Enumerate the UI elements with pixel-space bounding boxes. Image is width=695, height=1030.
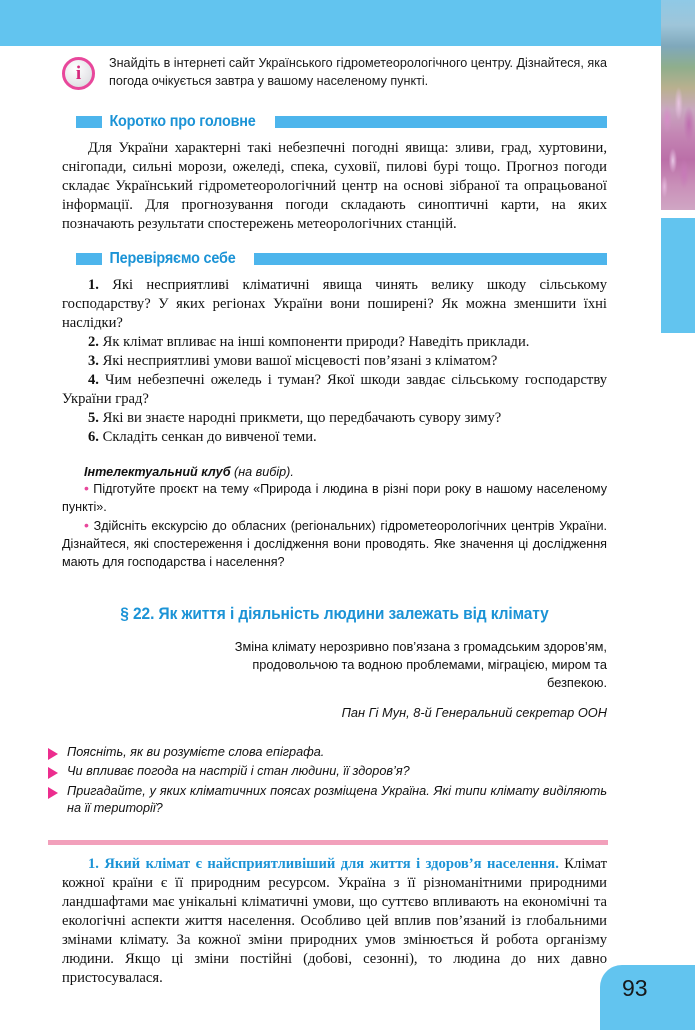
prompt-list (48, 744, 607, 818)
pink-divider (48, 840, 608, 845)
prompt-text: Чи впливає погода на настрій і стан людини, її здоров’я? (67, 764, 410, 779)
info-callout-text: Знайдіть в інтернеті сайт Українського гідрометеорологічного центру. Дізнайтеся, яка погода очікується завтра у вашому населеному пункті. (109, 56, 607, 88)
list-item (62, 428, 607, 447)
epigraph-text: Зміна клімату нерозривно пов’язана з громадським здоров’ям, продовольчою та водною проблемами, міграцією, миром та безпекою. (234, 639, 607, 691)
right-decorative-block (661, 218, 695, 333)
question-number: 1. (88, 277, 99, 294)
list-item (62, 371, 607, 409)
info-icon (62, 57, 95, 90)
question-number: 3. (88, 353, 99, 370)
info-callout (62, 55, 607, 91)
list-item (62, 276, 607, 333)
info-icon-glyph: i (75, 62, 82, 84)
page-content (62, 55, 607, 988)
prompt-text: Поясніть, як ви розумієте слова епіграфа. (67, 744, 325, 759)
section-heading-selfcheck (76, 250, 607, 268)
bullet-dot-icon: • (84, 480, 89, 497)
club-title (62, 465, 607, 479)
heading-chip-left (76, 116, 102, 128)
heading-bar-right (275, 116, 607, 128)
question-number: 2. (88, 334, 99, 351)
heading-chip-left (76, 253, 102, 265)
top-decorative-band (0, 0, 662, 46)
question-text: Як клімат впливає на інші компоненти природи? Наведіть приклади. (102, 334, 530, 351)
page-number-block (600, 965, 695, 1030)
heading-bar-right (254, 253, 607, 265)
club-item-text: Підготуйте проєкт на тему «Природа і людина в різні пори року в нашому населеному пункті». (62, 482, 607, 514)
question-text: Складіть сенкан до вивченої теми. (102, 429, 317, 446)
triangle-arrow-icon (48, 748, 58, 760)
list-item (62, 352, 607, 371)
question-number: 5. (88, 410, 99, 427)
subsection-lead-in: 1. Який клімат є найсприятливіший для життя і здоров’я населення. (88, 855, 559, 872)
subsection-paragraph (62, 855, 607, 989)
selfcheck-question-list (62, 276, 607, 447)
section-heading-summary (76, 113, 607, 131)
page-number: 93 (622, 975, 648, 1001)
club-item-text: Здійсніть екскурсію до обласних (регіональних) гідрометеорологічних центрів України. Дізнайтеся, які спостереження і дослідження вони проводять. Яке значення ці дослідження мають для господарства і населення? (62, 519, 608, 569)
list-item (48, 744, 607, 762)
question-text: Чим небезпечні ожеледь і туман? Якої шкоди завдає сільському господарству України град? (62, 372, 608, 408)
club-title-strong: Інтелектуальний клуб (84, 465, 231, 480)
question-text: Які ви знаєте народні прикмети, що передбачають сувору зиму? (102, 410, 502, 427)
paragraph-title: § 22. Як життя і діяльність людини залежать від клімату (120, 605, 549, 624)
list-item (62, 516, 607, 571)
list-item (48, 763, 607, 781)
list-item (62, 409, 607, 428)
question-number: 4. (88, 372, 99, 389)
triangle-arrow-icon (48, 787, 58, 799)
summary-paragraph: Для України характерні такі небезпечні погодні явища: зливи, град, хуртовини, снігопади, сильні морози, ожеледі, спека, суховії, пилові бурі тощо. Прогноз погоди складає Український гідрометеорологічний центр на основі зібраної та опрацьованої інформації. Для прогнозування погоди складають синоптичні карти, на яких позначають результати спостережень метеорологічних станцій. (62, 139, 607, 233)
list-item (62, 479, 607, 516)
list-item (48, 783, 607, 818)
question-text: Які несприятливі умови вашої місцевості пов’язані з кліматом? (102, 353, 498, 370)
bullet-dot-icon: • (84, 517, 89, 534)
section-heading-label: Перевіряємо себе (109, 250, 236, 268)
prompt-text: Пригадайте, у яких кліматичних поясах розміщена Україна. Які типи клімату виділяють на її території? (67, 783, 607, 816)
question-text: Які несприятливі кліматичні явища чинять велику шкоду сільському господарству? У яких регіонах України вони поширені? Як можна зменшити їхні наслідки? (62, 277, 607, 332)
question-number: 6. (88, 429, 99, 446)
club-title-rest: (на вибір). (230, 465, 294, 480)
subsection-body: Клімат кожної країни є її природним ресурсом. Україна з її різноманітними природними ландшафтами має унікальні кліматичні умови, що суттєво впливають на економічні та екологічні аспекти життя населення. Особливо цей вплив пов’язаний із глобальними змінами клімату. За кожної зміни природних умов змінюється й робота організму людини. Якщо ці зміни постійні (добові, сезонні), то людина до них давно пристосувалася. (62, 855, 607, 987)
list-item (62, 333, 607, 352)
epigraph-author: Пан Гі Мун, 8-й Генеральний секретар ООН (341, 704, 607, 720)
section-heading-label: Коротко про головне (109, 112, 256, 130)
flower-meadow-photo (661, 0, 695, 210)
triangle-arrow-icon (48, 767, 58, 779)
